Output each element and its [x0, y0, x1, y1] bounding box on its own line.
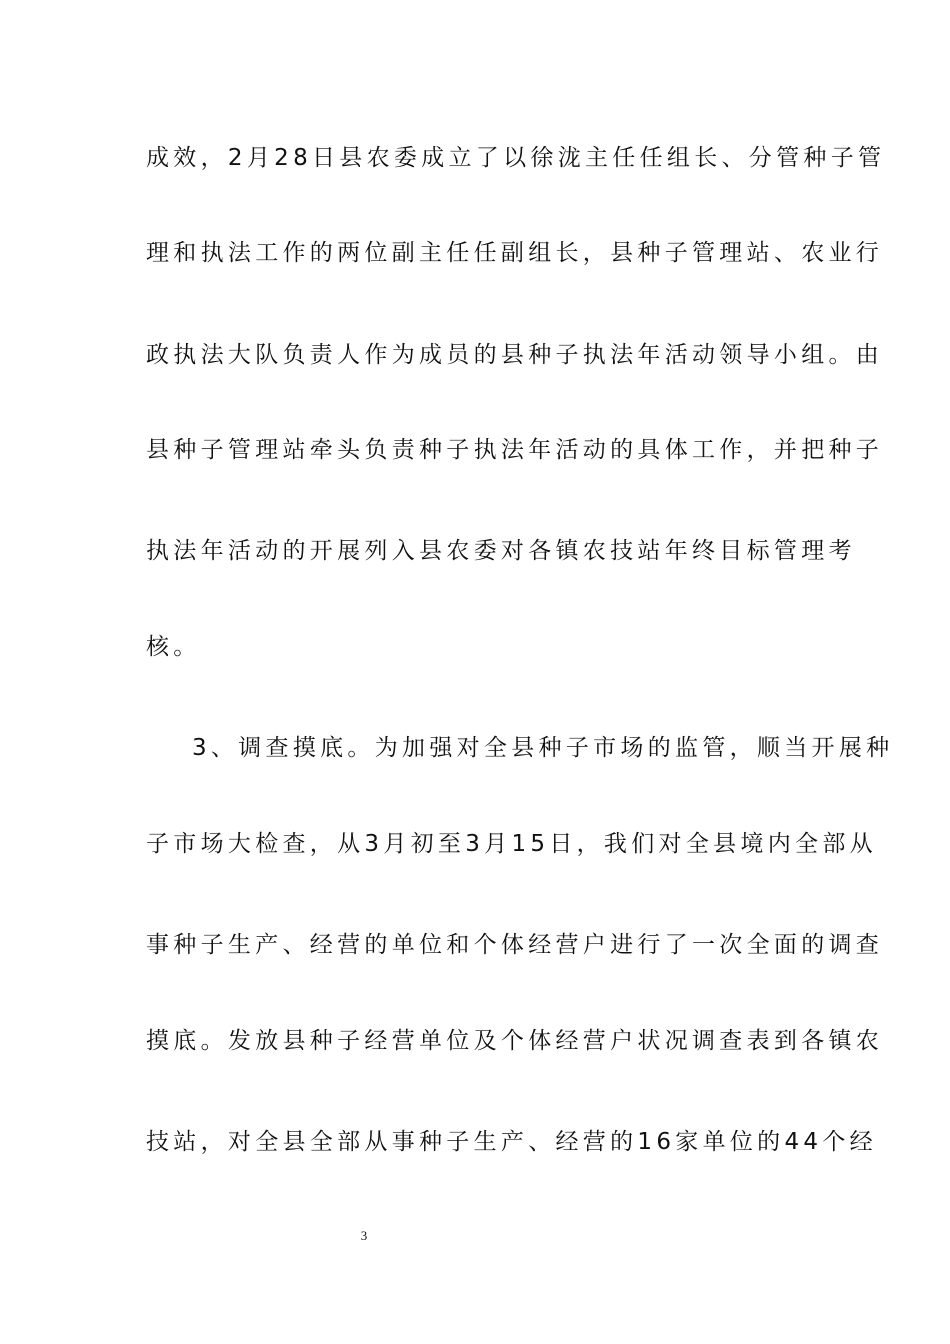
text-line-9: 事种子生产、经营的单位和个体经营户进行了一次全面的调查	[146, 932, 884, 958]
text-line-6: 核。	[146, 634, 201, 660]
text-line-3: 政执法大队负责人作为成员的县种子执法年活动领导小组。由	[146, 342, 884, 368]
text-line-2: 理和执法工作的两位副主任任副组长，县种子管理站、农业行	[146, 240, 884, 266]
text-line-5: 执法年活动的开展列入县农委对各镇农技站年终目标管理考	[146, 538, 856, 564]
paragraph-3-heading-line: 3、调查摸底。为加强对全县种子市场的监管，顺当开展种	[192, 735, 894, 761]
text-line-11: 技站，对全县全部从事种子生产、经营的16家单位的44个经	[146, 1129, 877, 1155]
text-line-10: 摸底。发放县种子经营单位及个体经营户状况调查表到各镇农	[146, 1028, 884, 1054]
text-line-4: 县种子管理站牵头负责种子执法年活动的具体工作，并把种子	[146, 437, 884, 463]
text-line-8: 子市场大检查，从3月初至3月15日，我们对全县境内全部从	[146, 831, 877, 857]
page-number: 3	[360, 1228, 368, 1243]
text-line-1: 成效，2月28日县农委成立了以徐泷主任任组长、分管种子管	[146, 145, 886, 171]
